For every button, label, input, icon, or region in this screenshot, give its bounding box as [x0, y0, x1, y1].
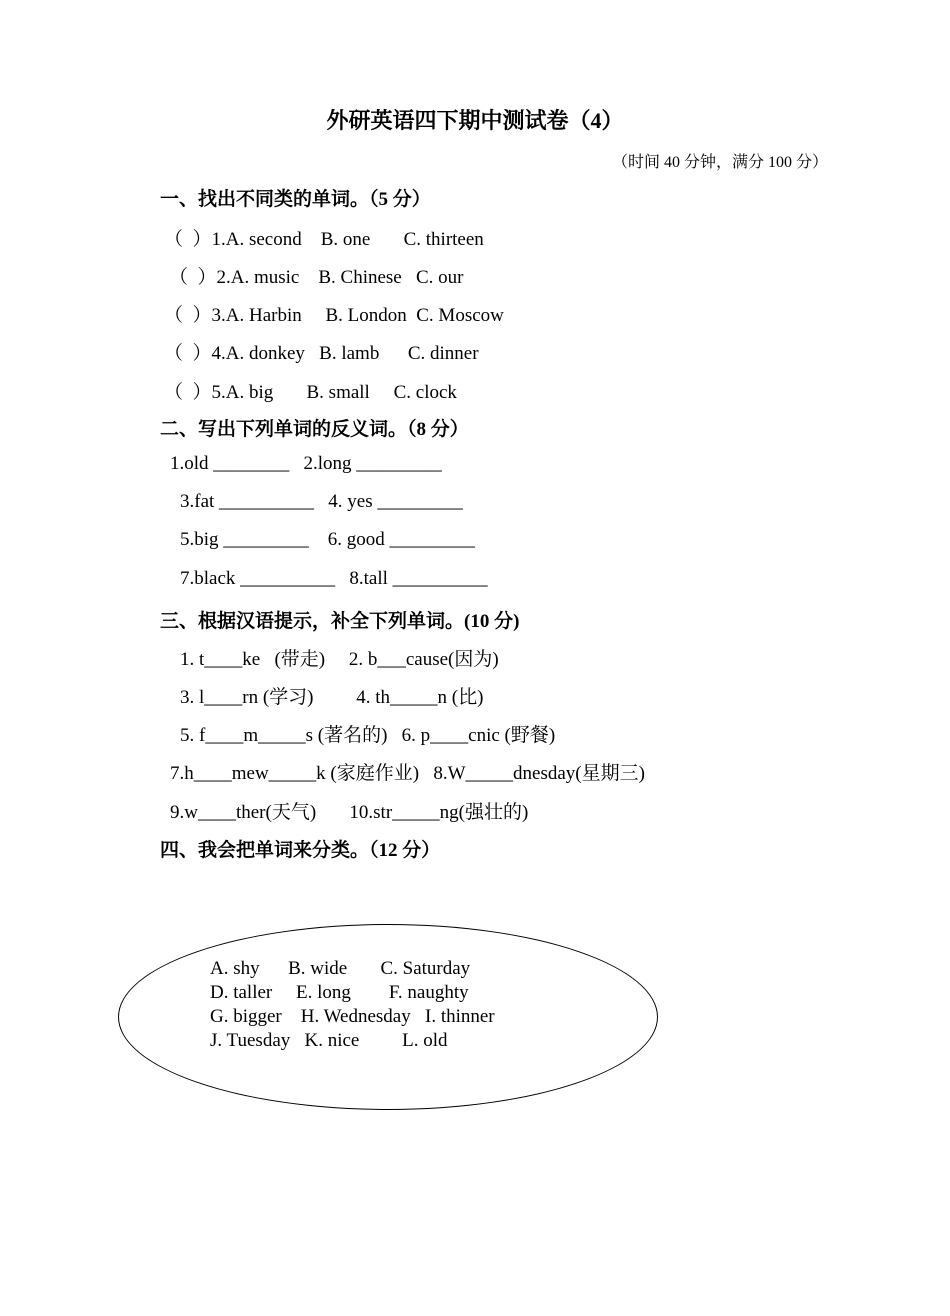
section3-item: 5. f____m_____s (著名的) 6. p____cnic (野餐): [180, 725, 556, 746]
section2-item: 5.big _________ 6. good _________: [180, 529, 476, 550]
section1-item: （ ）1.A. second B. one C. thirteen: [164, 229, 484, 250]
section2-item: 3.fat __________ 4. yes _________: [180, 491, 463, 512]
word-bank-row: D. taller E. long F. naughty: [210, 982, 469, 1003]
section2-item: 7.black __________ 8.tall __________: [180, 568, 488, 589]
section2-item: 1.old ________ 2.long _________: [170, 453, 442, 474]
page-title: 外研英语四下期中测试卷（4）: [326, 108, 624, 133]
section1-item: （ ）2.A. music B. Chinese C. our: [169, 267, 464, 288]
time-and-score-note: （时间 40 分钟，满分 100 分）: [611, 154, 828, 171]
word-bank-row: A. shy B. wide C. Saturday: [210, 958, 471, 979]
section3-item: 7.h____mew_____k (家庭作业) 8.W_____dnesday(星期三): [170, 763, 645, 784]
section3-item: 9.w____ther(天气) 10.str_____ng(强壮的): [170, 802, 529, 823]
section1-heading: 一、找出不同类的单词。（5 分）: [160, 189, 431, 210]
section1-item: （ ）5.A. big B. small C. clock: [164, 382, 457, 403]
section1-item: （ ）3.A. Harbin B. London C. Moscow: [164, 305, 504, 326]
section2-heading: 二、写出下列单词的反义词。（8 分）: [160, 419, 469, 440]
word-bank: [210, 957, 495, 1053]
section1-item: （ ）4.A. donkey B. lamb C. dinner: [164, 343, 479, 364]
word-bank-row: G. bigger H. Wednesday I. thinner: [210, 1006, 495, 1027]
word-bank-row: J. Tuesday K. nice L. old: [210, 1030, 448, 1051]
section3-item: 1. t____ke (带走) 2. b___cause(因为): [180, 649, 499, 670]
section4-heading: 四、我会把单词来分类。（12 分）: [160, 840, 441, 861]
section3-item: 3. l____rn (学习) 4. th_____n (比): [180, 687, 484, 708]
section3-heading: 三、根据汉语提示，补全下列单词。(10 分): [160, 611, 520, 632]
